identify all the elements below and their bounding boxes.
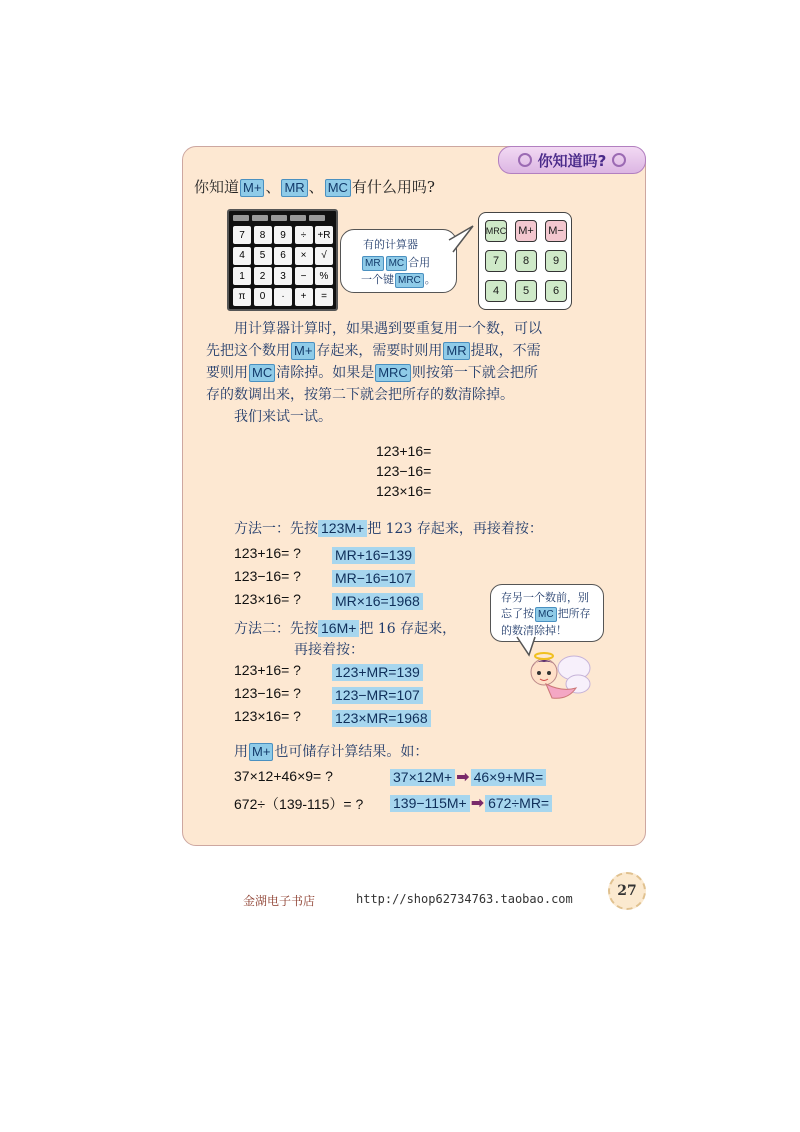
calculator-key: 6 xyxy=(274,247,292,265)
key-mrc: MRC xyxy=(375,364,411,382)
example-question: 37×12+46×9= ? xyxy=(234,768,333,784)
keypad-key: 5 xyxy=(515,280,537,302)
method2-question: 123+16= ? xyxy=(234,662,301,678)
key-m-plus: M+ xyxy=(291,342,315,360)
calculator-key: − xyxy=(295,267,313,285)
bubble1-line2: MR MC 合用 xyxy=(361,254,430,271)
calculator-key: √ xyxy=(315,247,333,265)
calculator-key: 3 xyxy=(274,267,292,285)
calculator-key: × xyxy=(295,247,313,265)
did-you-know-tab xyxy=(498,146,646,174)
problem-addition: 123+16= xyxy=(376,443,432,459)
intro-prefix: 你知道 xyxy=(194,178,240,196)
problem-multiplication: 123×16= xyxy=(376,483,432,499)
key-mr: MR xyxy=(443,342,469,360)
method2-question: 123×16= ? xyxy=(234,708,301,724)
key-mrc: MRC xyxy=(395,273,424,288)
problem-subtraction: 123−16= xyxy=(376,463,432,479)
key-m-plus: M+ xyxy=(240,179,264,197)
m-plus-note: 用 M+ 也可储存计算结果。如： xyxy=(234,744,429,760)
method2-answer: 123×MR=1968 xyxy=(332,710,431,727)
calculator-key: · xyxy=(274,288,292,306)
calculator-key: 2 xyxy=(254,267,272,285)
tab-label: 你知道吗? xyxy=(537,151,607,170)
footer-store-name: 金湖电子书店 xyxy=(243,894,316,908)
keypad-key: 8 xyxy=(515,250,537,272)
keypad-key: MRC xyxy=(485,220,507,242)
example-question: 672÷（139-115）= ? xyxy=(234,796,364,812)
bubble2-line1: 存另一个数前，别 xyxy=(501,591,589,604)
key-mc: MC xyxy=(386,256,408,271)
method1-answer: MR+16=139 xyxy=(332,547,415,564)
speech-bubble-reminder xyxy=(490,584,604,642)
paragraph-line-2: 先把这个数用 M+ 存起来，需要时则用 MR 提取，不需 xyxy=(206,343,541,359)
separator: 、 xyxy=(308,178,324,196)
method1-heading: 方法一：先按 123M+ 把 123 存起来，再接着按： xyxy=(234,520,543,537)
keypad-key: M+ xyxy=(515,220,537,242)
calculator-key: = xyxy=(315,288,333,306)
keypad-key: 9 xyxy=(545,250,567,272)
bubble2-line3: 的数清除掉！ xyxy=(501,624,567,637)
arrow-right-icon: ➡ xyxy=(470,793,485,812)
method1-question: 123+16= ? xyxy=(234,545,301,561)
calculator-key: % xyxy=(315,267,333,285)
keypad-key: 7 xyxy=(485,250,507,272)
calculator-key: 7 xyxy=(233,226,251,244)
key-mr: MR xyxy=(362,256,384,271)
key-m-plus: M+ xyxy=(249,743,273,761)
example-answer: 37×12M+ ➡ 46×9+MR= xyxy=(390,767,546,786)
calculator-key: 1 xyxy=(233,267,251,285)
key-mc: MC xyxy=(249,364,275,382)
bubble1-line1: 有的计算器 xyxy=(363,238,418,251)
keypad-key: M− xyxy=(545,220,567,242)
intro-suffix: 有什么用吗? xyxy=(351,178,435,196)
memory-keypad-illustration xyxy=(478,212,572,310)
key-mc: MC xyxy=(325,179,351,197)
calculator-key: 8 xyxy=(254,226,272,244)
key-sequence: 123M+ xyxy=(318,520,367,537)
page-number: 27 xyxy=(608,872,646,910)
method1-answer: MR×16=1968 xyxy=(332,593,423,610)
intro-question xyxy=(194,176,435,197)
keypad-key: 6 xyxy=(545,280,567,302)
bubble1-line3: 一个键 MRC 。 xyxy=(361,273,436,286)
calculator-illustration xyxy=(227,209,338,311)
calculator-key: 9 xyxy=(274,226,292,244)
keypad-keys xyxy=(485,220,567,302)
calculator-keys xyxy=(233,226,333,306)
keypad-key: 4 xyxy=(485,280,507,302)
fairy-illustration xyxy=(518,648,594,708)
calculator-key: 0 xyxy=(254,288,272,306)
calculator-key: 4 xyxy=(233,247,251,265)
separator: 、 xyxy=(265,178,281,196)
paragraph-line-1: 用计算器计算时，如果遇到要重复用一个数，可以 xyxy=(234,321,542,337)
paragraph-line-4: 存的数调出来，按第二下就会把所存的数清除掉。 xyxy=(206,387,514,403)
calculator-key: + xyxy=(295,288,313,306)
method1-question: 123−16= ? xyxy=(234,568,301,584)
speech-bubble-mrc xyxy=(340,229,457,293)
arrow-right-icon: ➡ xyxy=(456,767,470,786)
key-mr: MR xyxy=(281,179,307,197)
bubble-tail xyxy=(449,232,479,256)
footer-url: http://shop62734763.taobao.com xyxy=(356,892,573,906)
key-mc: MC xyxy=(535,607,557,622)
calculator-key: ÷ xyxy=(295,226,313,244)
try-it-heading: 我们来试一试。 xyxy=(234,409,332,425)
method2-question: 123−16= ? xyxy=(234,685,301,701)
key-sequence: 16M+ xyxy=(318,620,359,637)
paragraph-line-3: 要则用 MC 清除掉。如果是 MRC 则按第一下就会把所 xyxy=(206,365,538,381)
calculator-key: 5 xyxy=(254,247,272,265)
circle-icon xyxy=(518,153,532,167)
bubble2-line2: 忘了按 MC 把所存 xyxy=(501,607,591,620)
method2-answer: 123−MR=107 xyxy=(332,687,423,704)
method2-heading: 方法二：先按 16M+ 把 16 存起来， xyxy=(234,620,457,637)
calculator-key: π xyxy=(233,288,251,306)
method2-answer: 123+MR=139 xyxy=(332,664,423,681)
method2-line2: 再接着按： xyxy=(294,642,364,658)
method1-answer: MR−16=107 xyxy=(332,570,415,587)
method1-question: 123×16= ? xyxy=(234,591,301,607)
calculator-key: +R xyxy=(315,226,333,244)
example-answer: 139−115M+ ➡ 672÷MR= xyxy=(390,793,552,812)
circle-icon xyxy=(612,153,626,167)
